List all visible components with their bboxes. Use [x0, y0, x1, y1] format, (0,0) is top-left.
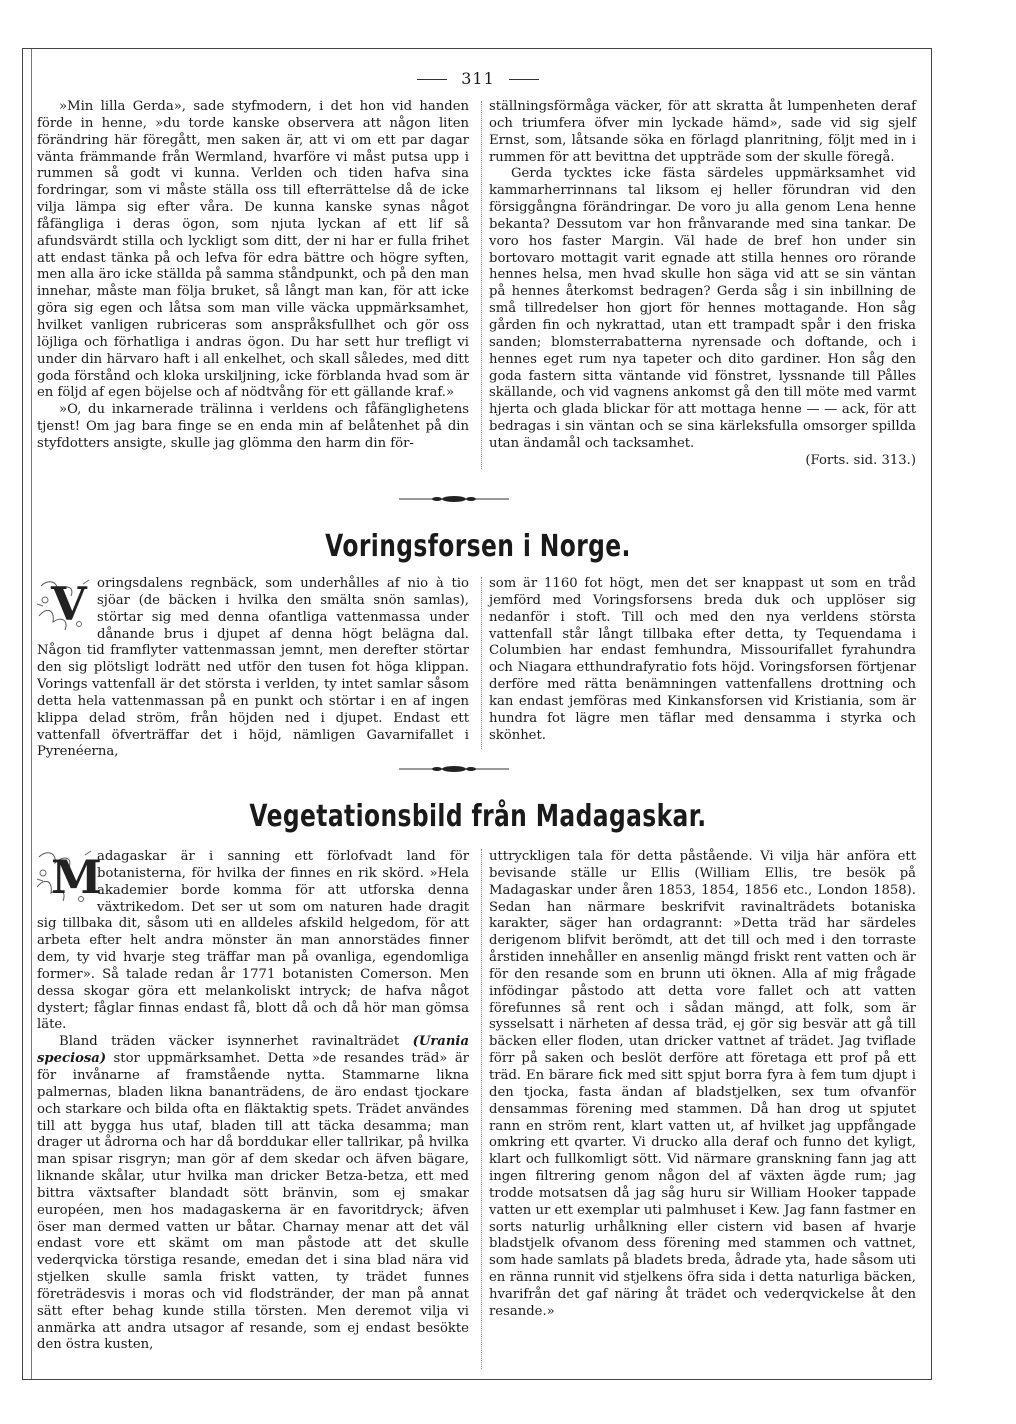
section-ornament-2 [399, 765, 509, 773]
article3-column-left [37, 849, 469, 1354]
article3-column-right [489, 849, 916, 1321]
dropcap-letter: V [51, 577, 87, 631]
dropcap-v [35, 576, 93, 632]
text-run: stor uppmärksamhet. Detta »de resandes träd» är för invånarne af framstående nytta. Stammarne likna palmernas, bladen likna bananträdens, de äro endast tjockare och starkare och bilda ofta en fläktaktig spets. Trädet användes till att bygga hus utaf, bladen till att täcka desamma; man drager ut ådrorna och har då borddukar eller tallrikar, på hvilka man spisar risgryn; man gör af dem skedar och äfven bägare, liknande skålar, utur hvilka man dricker Betza-betza, ett med bittra växtsafter blandadt sött bränvin, som ej smakar européen, men hos madagaskerna är en favoritdryck; äfven öser man dermed vatten ur båtar. Charnay menar att det väl endast vore ett skämt om man påstode att det skulle vederqvicka törstiga resande, emedan det i sina blad nära vid stjelken skulle samla friskt vatten, ty trädet funnes företrädesvis i moras och vid flodstränder, der man på annat sätt efter behag kunde stilla törsten. Men deremot vilja vi anmärka att andra utsagor af resande, som ej endast besökte den östra kusten, [37, 1051, 469, 1353]
article2-paragraph: oringsdalens regnbäck, som underhålles af nio à tio sjöar (de bäcken i hvilka den smälta snön samlas), störtar sig med denna ofantliga vattenmassa under dånande brus i djupet af denna högt belägna dal. Någon tid framflyter vattenmassan jemnt, men derefter störtar den sig plötsligt lodrätt ned utför den tusen fot höga klippan. Vorings vattenfall är det största i verlden, ty intet samlar såsom detta hela vattenmassan på en punkt och störtar i en af ingen klippa delad ström, från höjden ned i djupet. Endast ett vattenfall öfverträffar det i höjd, nämligen Gavarnifallet i Pyrenéerna, [37, 576, 469, 760]
text-run: Bland träden väcker isynnerhet ravinalträdet [59, 1034, 413, 1050]
column-divider [481, 577, 482, 749]
latin-name: (Urania speciosa) [37, 1034, 469, 1067]
article3-paragraph: adagaskar är i sanning ett förlofvadt land för botanisterna, för hvilka der finnes en rik skörd. »Hela akademier borde komma för att utforska denna växtrikedom. Det ser ut som om naturen hade dragit sig tillbaka dit, såsom uti en alldeles afskild helgedom, för att arbeta efter helt andra mönster än man annorstädes finner dem, ty vid hvarje steg träffar man på ovanliga, egendomliga former». Så talade redan år 1771 botanisten Comerson. Men dessa skogar göra ett melankoliskt intryck; de hafva något dystert; fåglar finnas endast få, blott då och då hör man gömsa läte. [37, 849, 469, 1033]
left-margin-rule [31, 49, 32, 1379]
article1-column-left [37, 99, 469, 453]
page-frame [22, 48, 932, 1380]
article2-column-right [489, 576, 916, 744]
continuation-note: (Forts. sid. 313.) [805, 452, 916, 468]
continuation-line [489, 453, 916, 470]
article3-paragraph: uttryckligen tala för detta påstående. Vi vilja här anföra ett bevisande ställe ur Ellis (William Ellis, tre besök på Madagaskar under åren 1853, 1854, 1856 etc., London 1858). Sedan han närmare beskrifvit ravinalträdets botaniska karakter, säger han ordagrannt: »Detta träd har särdeles derigenom blifvit berömdt, att det till och med i den torraste årstiden innehåller en ansenlig mängd friskt rent vatten och är för den resande som en brunn uti öknen. Alla af mig frågade infödingar påstodo att detta vore fallet och att vatten förefunnes så rent och i sådan mängd, att folk, som är sysselsatt i närheten af dessa träd, ej gör sig besvär att gå till bäcken eller floden, utan dricker vattnet af trädet. Jag tviflade förr på saken och beslöt derföre att företaga ett prof på ett träd. En bärare fick med sitt spjut borra fyra à fem tum djupt i den tjocka, fasta ändan af bladstjelken, sex tum ofvanför densammas förening med stammen. Då han drog ut spjutet rann en ström rent, klart vatten ut, af hvilket jag uppfångade omkring ett qvarter. Vi drucko alla deraf och funno det kyligt, klart och fullkomligt sött. Vid närmare granskning fann jag att ingen filtrering genom någon del af växten ägde rum; jag trodde motsatsen då jag såg huru sir William Hooker tappade vatten ur ett exemplar uti palmhuset i Kew. Jag fann fastmer en sorts naturlig urhålkning eller cistern vid basen af hvarje bladstjelk ofvanom dess förening med stammen och vattnet, som hade samlats på bladets breda, ådrade yta, hade såsom uti en ränna runnit vid stjelkens öfra sida i detta naturliga bäcken, hvarifrån det gaf näring åt trädet och vederqvickelse åt den resande.» [489, 849, 916, 1319]
article2-paragraph: som är 1160 fot högt, men det ser knappast ut som en tråd jemförd med Voringsforsens breda duk och upplöser sig nedanför i stoft. Till och med den nya verldens största vattenfall står långt tillbaka efter detta, ty Tequendama i Columbien har endast femhundra, Missourifallet fyrahundra och Niagara etthundrafyratio fots höjd. Voringsforsen förtjenar derföre med rätta benämningen vattenfallens drottning och kan endast jemföras med Kinkansforsen vid Kristiania, som är hundra fot lägre men täflar med densamma i styrka och skönhet. [489, 576, 916, 743]
article3-paragraph [37, 1034, 469, 1354]
dropcap-letter: M [51, 850, 102, 904]
article1-paragraph: »Min lilla Gerda», sade styfmodern, i det hon vid handen förde in henne, »du torde kanske observera att någon liten förändring här föregått, men saken är, att vi om ett par dagar vänta främmande från Wermland, hvarföre vi måst putsa upp i rummen så godt vi kunna. Verlden och tiden hafva sina fordringar, som vi måste ställa oss till efterrättelse då de icke vilja lämpa sig efter våra. De kunna kanske synas något fåfängliga i deras ögon, som njuta lyckan af ett lif så afundsvärdt stilla och lyckligt som ditt, der ni har er fulla frihet att endast tänka på och lefva för edra bättre och högre syften, men alla äro icke ställda på samma ståndpunkt, och på den man innehar, måste man följa bruket, så långt man kan, för att icke göra sig egen och låtsa som man ville väcka uppmärksamhet, hvilket vanligen rubriceras som anspråksfullhet och gör oss löjliga och förhatliga i andras ögon. Du har sett hur trefligt vi under din härvaro haft i all enkelhet, och skall således, med ditt goda förstånd och kloka urskiljning, icke förblanda hvad som är en följd af egen böjelse och af nödtvång för ett gällande kraf.» [37, 99, 469, 401]
page-number-text: 311 [461, 69, 495, 88]
article1-paragraph: ställningsförmåga väcker, för att skratta åt lumpenheten deraf och triumfera öfver min lyckade hämd», sade vid sig sjelf Ernst, som, låtsande söka en förlagd planritning, följt med in i rummen för att bevittna det uppträde som der skulle föregå. [489, 99, 916, 165]
column-divider [481, 849, 482, 1369]
article1-paragraph: »O, du inkarnerade trälinna i verldens och fåfänglighetens tjenst! Om jag bara finge se en enda min af belåtenhet på din styfdotters ansigte, skulle jag glömma den harm din för- [37, 402, 469, 451]
dropcap-m [35, 849, 102, 905]
article2-column-left [37, 576, 469, 761]
article1-column-right [489, 99, 916, 470]
article2-title: Voringsforsen i Norge. [325, 529, 631, 564]
article1-paragraph: Gerda tycktes icke fästa särdeles uppmärksamhet vid kammarherrinnans tal liksom ej heller förundran vid den försiggångna förändringar. De voro ju alla genom Lena henne bekanta? Dessutom var hon frånvarande med sina tankar. De voro hos faster Margin. Väl hade de bref hon under sin bortovaro mottagit varit egnade att stilla hennes oro rörande hennes helsa, men hvad skulle hon säga vid att se sin väntan på hennes återkomst bedragen? Gerda såg i sin inbillning de små tillredelser hon gjort för hennes mottagande. Hon såg gården fin och nykrattad, utan ett trampadt spår i den friska sanden; blomsterrabatterna nyrensade och doftande, och i hennes eget rum nya tapeter och dito gardiner. Hon såg den goda fastern sitta väntande vid fönstret, lyssnande till Pålles skällande, och vid vagnens ankomst gå den till möte med varmt hjerta och glada blickar för att mottaga henne — — ack, för att bedragas i sin väntan och se sina kärleksfulla omsorger spillda utan ändamål och tacksamhet. [489, 166, 916, 451]
article3-title: Vegetationsbild från Madagaskar. [249, 799, 707, 834]
column-divider [481, 101, 482, 469]
page-number [23, 69, 933, 88]
section-ornament-1 [399, 495, 509, 503]
